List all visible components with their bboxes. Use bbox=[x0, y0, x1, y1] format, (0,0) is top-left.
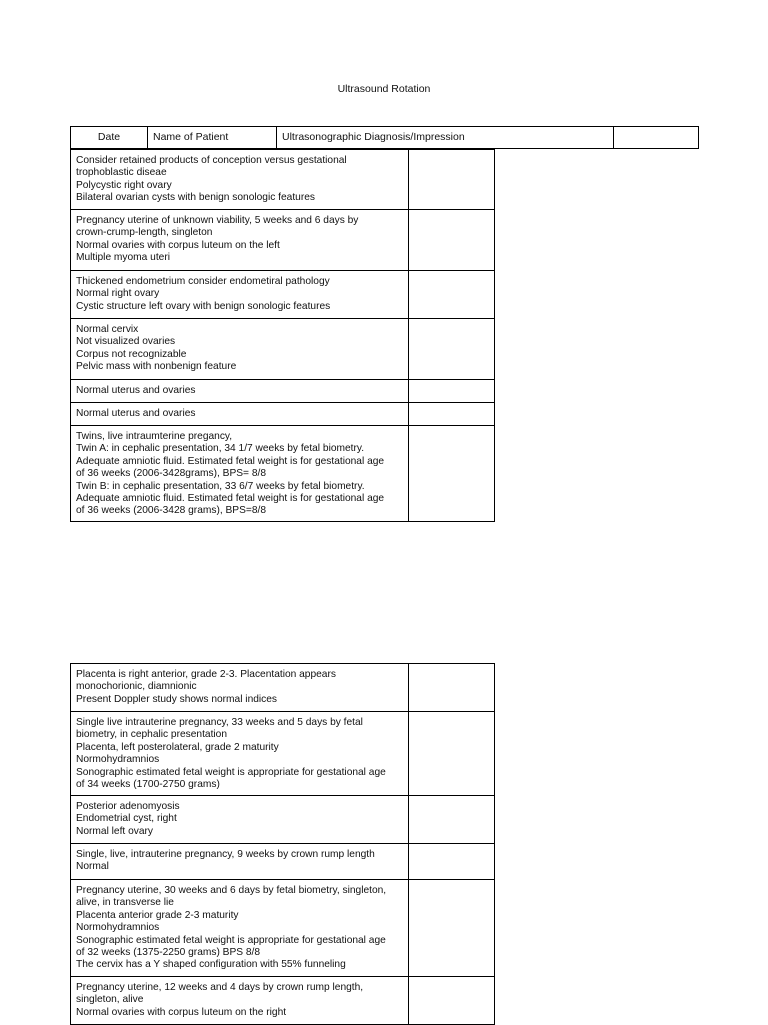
empty-cell bbox=[409, 880, 495, 977]
table-row bbox=[71, 664, 495, 712]
diagnosis-line: Thickened endometrium consider endometiral pathology bbox=[76, 276, 330, 287]
empty-cell bbox=[409, 712, 495, 796]
diagnosis-line: Multiple myoma uteri bbox=[76, 252, 170, 264]
table-row bbox=[71, 319, 495, 380]
diagnosis-line: Placenta, left posterolateral, grade 2 maturity bbox=[76, 741, 279, 753]
diagnosis-line: Normohydramnios bbox=[76, 922, 160, 934]
empty-cell bbox=[409, 150, 495, 210]
table-row bbox=[71, 977, 495, 1025]
diagnosis-line: Sonographic estimated fetal weight is appropriate for gestational age bbox=[76, 766, 386, 778]
table-row bbox=[71, 403, 495, 426]
diagnosis-cell bbox=[71, 210, 409, 271]
empty-cell bbox=[409, 844, 495, 880]
diagnosis-cell bbox=[71, 844, 409, 880]
diagnosis-cell bbox=[71, 796, 409, 844]
diagnosis-line: of 34 weeks (1700-2750 grams) bbox=[76, 779, 220, 791]
header-table bbox=[70, 126, 699, 149]
table-row bbox=[71, 796, 495, 844]
diagnosis-line: Adequate amniotic fluid. Estimated fetal weight is for gestational age bbox=[76, 455, 385, 467]
diagnosis-cell bbox=[71, 271, 409, 319]
diagnosis-line: of 32 weeks (1375-2250 grams) BPS 8/8 bbox=[76, 947, 261, 959]
diagnosis-line: Polycystic right ovary bbox=[76, 179, 172, 191]
header-name-of-patient: Name of Patient bbox=[148, 127, 277, 149]
table-row bbox=[71, 880, 495, 977]
diagnosis-line: Pelvic mass with nonbenign feature bbox=[76, 361, 237, 373]
empty-cell bbox=[409, 271, 495, 319]
empty-cell bbox=[409, 403, 495, 426]
table-row bbox=[71, 712, 495, 796]
diagnosis-line: Endometrial cyst, right bbox=[76, 813, 177, 825]
diagnosis-line: Normal bbox=[76, 861, 109, 873]
diagnosis-cell bbox=[71, 712, 409, 796]
table-row bbox=[71, 844, 495, 880]
diagnosis-line: Single live intrauterine pregnancy, 33 weeks and 5 days by fetal bbox=[76, 717, 363, 728]
diagnosis-line: Normal uterus and ovaries bbox=[76, 408, 196, 419]
diagnosis-line: Placenta anterior grade 2-3 maturity bbox=[76, 909, 239, 921]
diagnosis-line: monochorionic, diamnionic bbox=[76, 681, 197, 693]
empty-cell bbox=[409, 977, 495, 1025]
diagnosis-line: crown-crump-length, singleton bbox=[76, 227, 213, 239]
empty-cell bbox=[409, 426, 495, 522]
header-date: Date bbox=[71, 127, 148, 149]
diagnosis-line: Consider retained products of conception versus gestational bbox=[76, 155, 347, 166]
diagnosis-cell bbox=[71, 150, 409, 210]
diagnosis-line: Single, live, intrauterine pregnancy, 9 weeks by crown rump length bbox=[76, 849, 375, 860]
diagnosis-line: Pregnancy uterine, 30 weeks and 6 days by fetal biometry, singleton, bbox=[76, 885, 387, 896]
diagnosis-cell bbox=[71, 977, 409, 1025]
empty-cell bbox=[409, 210, 495, 271]
page-title: Ultrasound Rotation bbox=[337, 83, 431, 95]
diagnosis-line: The cervix has a Y shaped configuration with 55% funneling bbox=[76, 959, 346, 971]
diagnosis-line: Normal ovaries with corpus luteum on the right bbox=[76, 1006, 287, 1018]
diagnosis-line: Normal uterus and ovaries bbox=[76, 385, 196, 396]
diagnosis-line: Twin A: in cephalic presentation, 34 1/7 weeks by fetal biometry. bbox=[76, 443, 365, 455]
diagnosis-line: Pregnancy uterine, 12 weeks and 4 days by crown rump length, bbox=[76, 982, 364, 993]
table-row bbox=[71, 380, 495, 403]
diagnosis-line: Placenta is right anterior, grade 2-3. Placentation appears bbox=[76, 669, 336, 680]
diagnosis-table bbox=[70, 149, 495, 522]
diagnosis-line: Corpus not recognizable bbox=[76, 348, 187, 360]
diagnosis-line: Normohydramnios bbox=[76, 754, 160, 766]
diagnosis-line: alive, in transverse lie bbox=[76, 897, 174, 909]
diagnosis-line: biometry, in cephalic presentation bbox=[76, 729, 228, 741]
diagnosis-line: trophoblastic diseae bbox=[76, 167, 167, 179]
diagnosis-line: Normal right ovary bbox=[76, 288, 160, 300]
table-row bbox=[71, 426, 495, 522]
diagnosis-line: of 36 weeks (2006-3428 grams), BPS=8/8 bbox=[76, 505, 266, 517]
diagnosis-line: Present Doppler study shows normal indices bbox=[76, 693, 278, 705]
diagnosis-line: Normal ovaries with corpus luteum on the left bbox=[76, 239, 280, 251]
table-row bbox=[71, 150, 495, 210]
table-row bbox=[71, 210, 495, 271]
header-row bbox=[71, 127, 699, 149]
diagnosis-line: of 36 weeks (2006-3428grams), BPS= 8/8 bbox=[76, 468, 266, 480]
empty-cell bbox=[409, 664, 495, 712]
diagnosis-line: Twins, live intraumterine pregancy, bbox=[76, 431, 233, 442]
header-diagnosis: Ultrasonographic Diagnosis/Impression bbox=[277, 127, 614, 149]
header-extra bbox=[614, 127, 699, 149]
diagnosis-line: Cystic structure left ovary with benign sonologic features bbox=[76, 300, 331, 312]
diagnosis-line: Sonographic estimated fetal weight is appropriate for gestational age bbox=[76, 934, 386, 946]
diagnosis-cell bbox=[71, 403, 409, 426]
diagnosis-line: Adequate amniotic fluid. Estimated fetal weight is for gestational age bbox=[76, 493, 385, 505]
diagnosis-line: Not visualized ovaries bbox=[76, 336, 176, 348]
diagnosis-line: Normal left ovary bbox=[76, 825, 153, 837]
diagnosis-line: Twin B: in cephalic presentation, 33 6/7 weeks by fetal biometry. bbox=[76, 480, 365, 492]
empty-cell bbox=[409, 796, 495, 844]
diagnosis-line: Bilateral ovarian cysts with benign sonologic features bbox=[76, 192, 315, 204]
diagnosis-line: singleton, alive bbox=[76, 994, 144, 1006]
diagnosis-line: Posterior adenomyosis bbox=[76, 801, 180, 812]
empty-cell bbox=[409, 319, 495, 380]
diagnosis-cell bbox=[71, 319, 409, 380]
diagnosis-cell bbox=[71, 880, 409, 977]
diagnosis-table bbox=[70, 663, 495, 1025]
diagnosis-cell bbox=[71, 380, 409, 403]
diagnosis-line: Normal cervix bbox=[76, 324, 139, 335]
empty-cell bbox=[409, 380, 495, 403]
diagnosis-cell bbox=[71, 426, 409, 522]
table-row bbox=[71, 271, 495, 319]
diagnosis-cell bbox=[71, 664, 409, 712]
diagnosis-line: Pregnancy uterine of unknown viability, 5 weeks and 6 days by bbox=[76, 215, 359, 226]
